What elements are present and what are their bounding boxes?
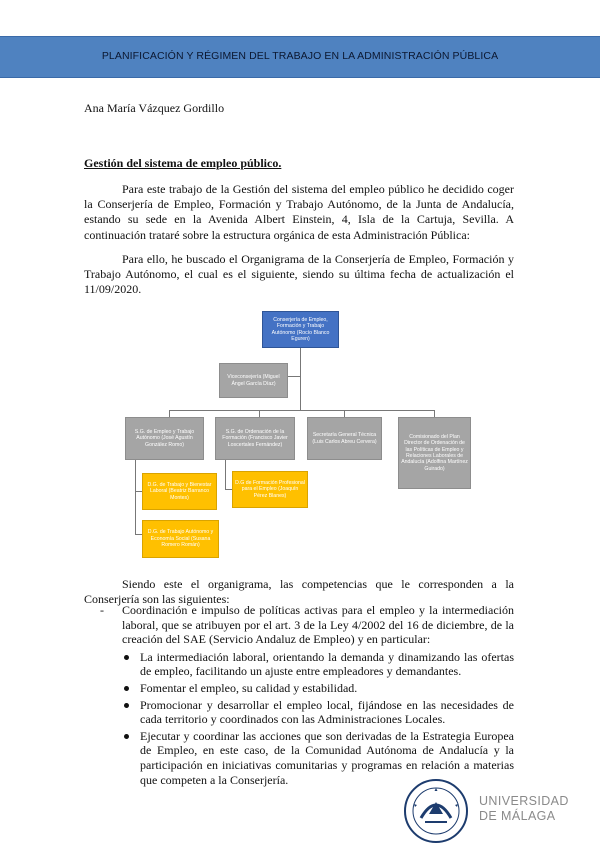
section-title: Gestión del sistema de empleo público.: [84, 156, 282, 170]
org-box-sg-formacion: [215, 417, 295, 460]
list-item: [100, 603, 514, 787]
org-box-dg-formacion: [232, 471, 308, 508]
org-box-comisionado: [398, 417, 471, 489]
university-seal-icon: [403, 778, 469, 844]
sub-list-item: [122, 698, 514, 727]
paragraph-competencias-intro: Siendo este el organigrama, las competencias que le corresponden a la Conserjería son las siguientes:: [84, 577, 514, 607]
university-name-line1: UNIVERSIDAD: [479, 794, 569, 808]
connector-line: [225, 459, 226, 490]
org-box-label: Viceconsejería (Miguel Ángel García Díaz): [227, 374, 280, 387]
org-box-dg-autonomo: [142, 520, 219, 558]
dash-bullet: -: [100, 603, 104, 617]
org-box-dg-trabajo: [142, 473, 217, 510]
bullet-icon: [124, 703, 129, 708]
paragraph-intro: Para este trabajo de la Gestión del sistema del empleo público he decidido coger la Conserjería de Empleo, Formación y Trabajo Autónomo, de la Junta de Andalucía, estando su sede en la Avenida Albert Einstein, 4, Isla de la Cartuja, Sevilla. A continuación trataré sobre la estructura orgánica de esta Administración Pública:: [84, 182, 514, 242]
org-box-label: D.G. de Trabajo y Bienestar Laboral (Beatriz Barranco Montes): [147, 481, 212, 501]
org-box-label: S.G. de Ordenación de la Formación (Francisco Javier Loscertales Fernández): [222, 428, 288, 448]
org-box-label: D.G de Formación Profesional para el Empleo (Joaquín Pérez Blanes): [235, 479, 305, 499]
sub-list-item: [122, 650, 514, 679]
bullet-icon: [124, 686, 129, 691]
university-name-line2: DE MÁLAGA: [479, 809, 556, 823]
connector-line: [300, 347, 301, 410]
bullet-icon: [124, 655, 129, 660]
competencias-list: [100, 603, 514, 789]
org-box-label: Secretaría General Técnica (Luis Carlos Abreu Cervera): [312, 432, 377, 445]
org-box-viceconsejeria: [219, 363, 288, 398]
org-box-secretaria: [307, 417, 382, 460]
org-box-sg-empleo: [125, 417, 204, 460]
sub-list-item-text: Promocionar y desarrollar el empleo local, fijándose en las necesidades de cada territorio y coordinados con las Administraciones Locales.: [140, 697, 514, 727]
connector-line: [169, 410, 434, 411]
document-header-title: PLANIFICACIÓN Y RÉGIMEN DEL TRABAJO EN LA ADMINISTRACIÓN PÚBLICA: [101, 50, 499, 62]
org-box-label: S.G. de Empleo y Trabajo Autónomo (José Agustín González Romo): [134, 428, 195, 448]
sub-list-item-text: Fomentar el empleo, su calidad y estabilidad.: [140, 680, 358, 695]
author-name: Ana María Vázquez Gordillo: [84, 101, 225, 115]
org-box-label: Comisionado del Plan Director de Ordenación de las Políticas de Empleo y Relaciones Laborales de Andalucía (Adolfina Martínez Guirado): [401, 433, 468, 472]
org-box-label: D.G. de Trabajo Autónomo y Economía Social (Susana Romero Román): [147, 529, 214, 549]
org-box-label: Conserjería de Empleo, Formación y Trabajo Autónomo (Rocío Blanco Eguren): [271, 316, 330, 342]
sub-list: [122, 650, 514, 787]
connector-line: [135, 459, 136, 534]
paragraph-orgchart-intro: Para ello, he buscado el Organigrama de la Conserjería de Empleo, Formación y Trabajo Autónomo, el cual es el siguiente, siendo su última fecha de actualización el 11/09/2020.: [84, 252, 514, 297]
university-name: [479, 794, 569, 824]
sub-list-item: [122, 681, 514, 696]
sub-list-item-text: Ejecutar y coordinar las acciones que son derivadas de la Estrategia Europea de Empleo, en este caso, de la Comunidad Autónoma de Andalucía y la participación en iniciativas comunitarias y programas en relación a materias que competen a la Conserjería.: [140, 728, 514, 787]
bullet-icon: [124, 734, 129, 739]
sub-list-item-text: La intermediación laboral, orientando la demanda y dinamizando las ofertas de empleo, facilitando un ajuste entre empleadores y demandantes.: [140, 649, 514, 679]
org-box-conserjeria: [262, 311, 339, 348]
list-item-text: Coordinación e impulso de políticas activas para el empleo y la intermediación laboral, que se atribuyen por el art. 3 de la Ley 4/2002 del 16 de diciembre, de la creación del SAE (Servicio Andaluz de Empleo) y en particular:: [122, 603, 514, 647]
